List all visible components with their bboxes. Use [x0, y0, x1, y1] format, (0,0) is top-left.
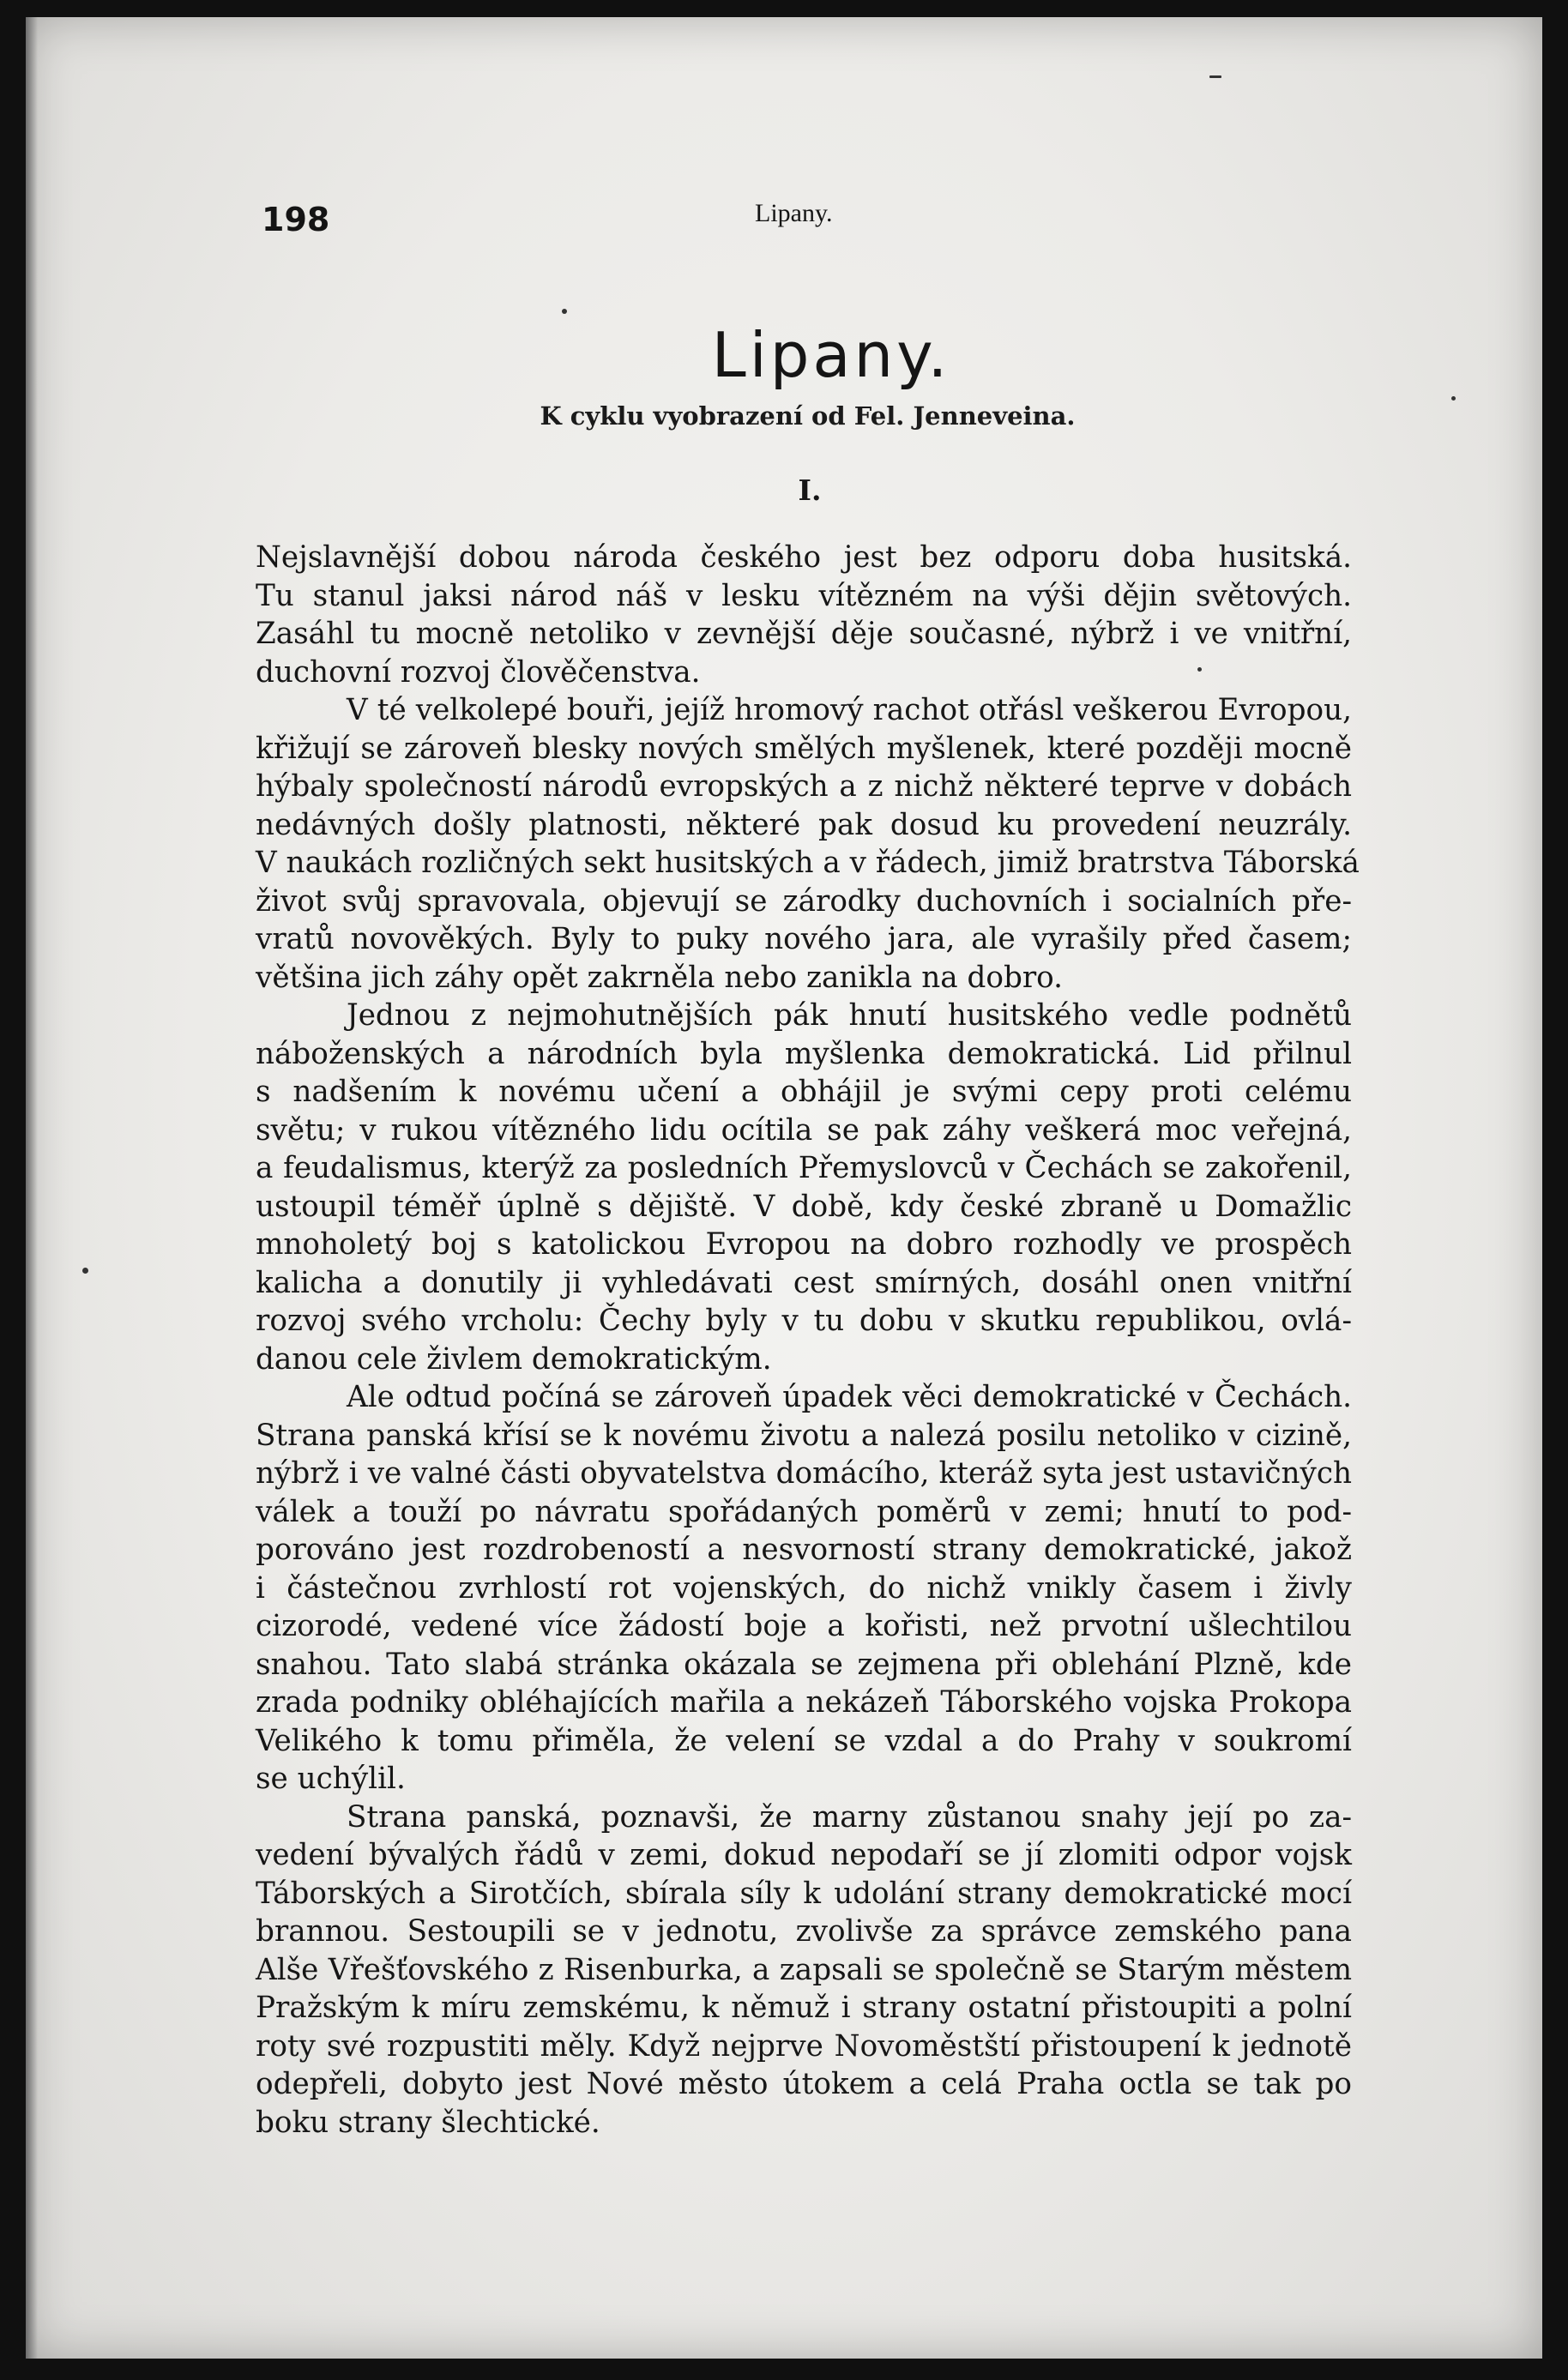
section-number: I.: [798, 473, 822, 507]
text-line: porováno jest rozdrobeností a nesvorností strany demokratické, jakož: [256, 1533, 1352, 1567]
paragraph: [256, 1378, 1352, 1799]
text-line: V naukách rozličných sekt husitských a v řádech, jimiž bratrstva Táborská: [256, 846, 1360, 880]
text-line: Strana panská křísí se k novému životu a nalezá posilu netoliko v cizině,: [256, 1418, 1352, 1453]
text-line: světu; v rukou vítězného lidu ocítila se pak záhy veškerá moc veřejná,: [256, 1112, 1352, 1148]
body-text: [256, 539, 1360, 2142]
article-subtitle: K cyklu vyobrazení od Fel. Jenneveina.: [540, 401, 1076, 431]
running-head: [262, 196, 1351, 238]
article-title: Lipany.: [711, 319, 951, 391]
text-line: se uchýlil.: [256, 1762, 406, 1796]
dust-speck: [82, 1268, 88, 1274]
text-line: boku strany šlechtické.: [256, 2105, 600, 2140]
dust-speck: [1451, 396, 1456, 401]
text-line: roty své rozpustiti měly. Když nejprve Novoměstští přistoupení k jednotě: [256, 2028, 1352, 2064]
dust-speck: [1209, 75, 1221, 78]
text-line: Ale odtud počíná se zároveň úpadek věci demokratické v Čechách.: [347, 1380, 1352, 1414]
paragraph: [256, 539, 1352, 691]
text-line: rozvoj svého vrcholu: Čechy byly v tu dobu v skutku republikou, ovlá-: [256, 1304, 1352, 1338]
text-line: Zasáhl tu mocně netoliko v zevnější děje současné, nýbrž i ve vnitřní,: [256, 617, 1352, 651]
dust-speck: [1197, 667, 1202, 672]
page-number: 198: [262, 201, 330, 238]
text-line: náboženských a národních byla myšlenka demokratická. Lid přilnul: [256, 1036, 1352, 1071]
text-line: duchovní rozvoj člověčenstva.: [256, 654, 701, 690]
text-line: Pražským k míru zemskému, k němuž i strany ostatní přistoupiti a polní: [256, 1991, 1352, 2025]
text-line: s nadšením k novému učení a obhájil je svými cepy proti celému: [256, 1075, 1352, 1109]
text-line: zrada podniky obléhajících mařila a nekázeň Táborského vojska Prokopa: [256, 1685, 1352, 1720]
text-line: brannou. Sestoupili se v jednotu, zvolivše za správce zemského pana: [256, 1914, 1352, 1949]
paragraph: [256, 997, 1352, 1378]
text-line: Velikého k tomu přiměla, že velení se vzdal a do Prahy v soukromí: [256, 1723, 1352, 1758]
text-line: Tu stanul jaksi národ náš v lesku vítězném na výši dějin světových.: [256, 578, 1352, 613]
text-line: válek a touží po návratu spořádaných poměrů v zemi; hnutí to pod-: [256, 1494, 1352, 1529]
text-line: vedení bývalých řádů v zemi, dokud nepodaří se jí zlomiti odpor vojsk: [256, 1838, 1352, 1872]
text-line: většina jich záhy opět zakrněla nebo zanikla na dobro.: [256, 960, 1064, 995]
running-title: Lipany.: [755, 199, 833, 227]
text-line: Alše Vřešťovského z Risenburka, a zapsali se společně se Starým městem: [256, 1952, 1352, 1987]
text-line: snahou. Tato slabá stránka okázala se zejmena při oblehání Plzně, kde: [256, 1647, 1352, 1682]
text-line: Táborských a Sirotčích, sbírala síly k udolání strany demokratické mocí: [256, 1876, 1352, 1911]
text-line: hýbaly společností národů evropských a z nichž některé teprve v dobách: [256, 769, 1352, 804]
text-line: Nejslavnější dobou národa českého jest bez odporu doba husitská.: [256, 540, 1352, 575]
text-line: danou cele živlem demokratickým.: [256, 1341, 772, 1377]
text-line: Jednou z nejmohutnějších pák hnutí husitského vedle podnětů: [347, 998, 1352, 1033]
text-line: odepřeli, dobyto jest Nové město útokem a celá Praha octla se tak po: [256, 2067, 1352, 2101]
text-line: a feudalismus, kterýž za posledních Přemyslovců v Čechách se zakořenil,: [256, 1151, 1352, 1185]
text-line: Strana panská, poznavši, že marny zůstanou snahy její po za-: [347, 1799, 1352, 1835]
paragraph: [256, 691, 1360, 997]
text-line: V té velkolepé bouři, jejíž hromový rachot otřásl veškerou Evropou,: [347, 693, 1352, 727]
text-line: i částečnou zvrhlostí rot vojenských, do nichž vnikly časem i živly: [256, 1570, 1352, 1606]
text-line: křižují se zároveň blesky nových smělých myšlenek, které později mocně: [256, 731, 1352, 766]
dust-speck: [562, 309, 567, 314]
text-line: nedávných došly platnosti, některé pak dosud ku provedení neuzrály.: [256, 807, 1352, 842]
text-line: kalicha a donutily ji vyhledávati cest smírných, dosáhl onen vnitřní: [256, 1265, 1352, 1300]
text-line: život svůj spravovala, objevují se zárodky duchovních i socialních pře-: [256, 883, 1352, 919]
text-line: cizorodé, vedené více žádostí boje a kořisti, než prvotní ušlechtilou: [256, 1609, 1352, 1643]
text-line: ustoupil téměř úplně s dějiště. V době, kdy české zbraně u Domažlic: [256, 1189, 1352, 1224]
text-line: nýbrž i ve valné části obyvatelstva domácího, kteráž syta jest ustavičných: [256, 1456, 1352, 1491]
text-line: vratů novověkých. Byly to puky nového jara, ale vyrašily před časem;: [256, 922, 1352, 956]
paragraph: [256, 1799, 1352, 2142]
text-line: mnoholetý boj s katolickou Evropou na dobro rozhodly ve prospěch: [256, 1227, 1352, 1262]
